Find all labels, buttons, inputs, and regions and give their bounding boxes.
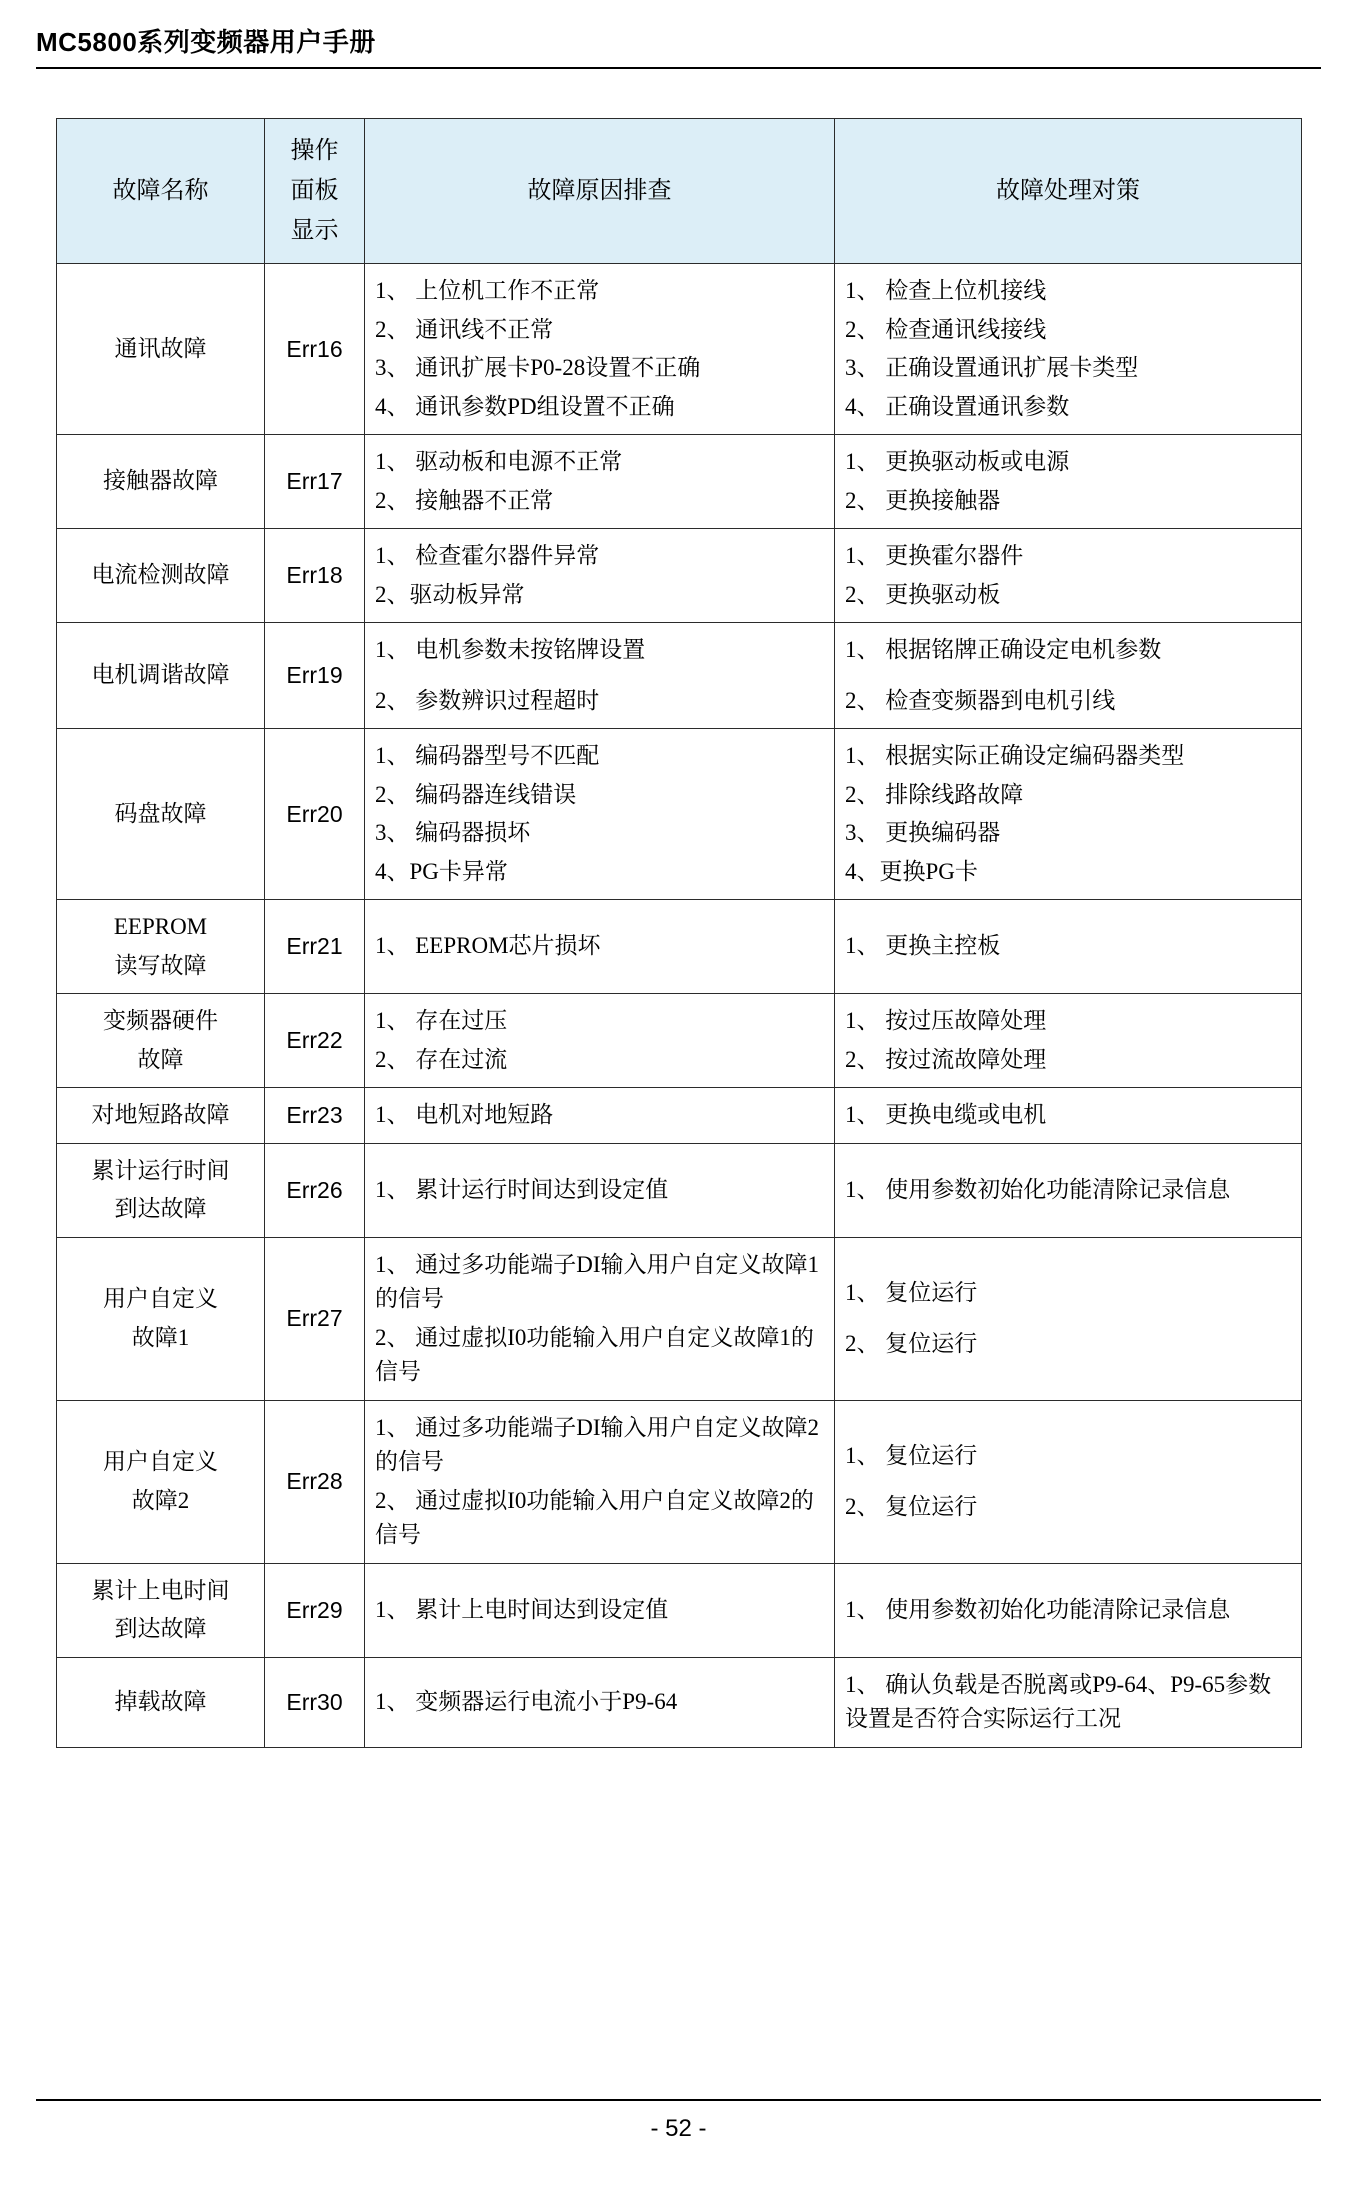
fault-name-line: 变频器硬件 — [103, 1008, 218, 1033]
table-row — [57, 529, 1302, 623]
cause-line: 1、 通过多功能端子DI输入用户自定义故障2的信号 — [375, 1414, 820, 1474]
cause-line: 2、驱动板异常 — [375, 581, 525, 607]
action-line: 1、 根据铭牌正确设定电机参数 — [845, 637, 1162, 662]
fault-name-line: EEPROM — [113, 914, 208, 939]
fault-name-line: 读写故障 — [114, 952, 207, 978]
cause-line: 1、 通过多功能端子DI输入用户自定义故障1的信号 — [375, 1251, 820, 1311]
cause-line: 1、 存在过压 — [375, 1008, 508, 1033]
fault-action — [835, 623, 1302, 729]
fault-cause — [365, 1237, 835, 1400]
table-row — [57, 1657, 1302, 1747]
action-line: 1、 使用参数初始化功能清除记录信息 — [845, 1176, 1231, 1202]
fault-name — [57, 1237, 265, 1400]
fault-action — [835, 264, 1302, 435]
fault-code: Err28 — [265, 1400, 365, 1563]
fault-action — [835, 529, 1302, 623]
action-line: 2、 按过流故障处理 — [845, 1046, 1047, 1072]
fault-name — [57, 1400, 265, 1563]
fault-name: 对地短路故障 — [57, 1088, 265, 1144]
table-row — [57, 1400, 1302, 1563]
fault-code: Err26 — [265, 1143, 365, 1237]
fault-name-line: 故障1 — [131, 1324, 190, 1350]
action-line: 1、 更换霍尔器件 — [845, 543, 1024, 568]
fault-cause — [365, 435, 835, 529]
fault-code: Err21 — [265, 900, 365, 994]
table-row — [57, 1088, 1302, 1144]
fault-code: Err27 — [265, 1237, 365, 1400]
fault-action — [835, 1657, 1302, 1747]
fault-code: Err20 — [265, 729, 365, 900]
fault-table-container — [56, 118, 1301, 1748]
fault-name-line: 到达故障 — [114, 1616, 207, 1641]
cause-line: 3、 通讯扩展卡P0-28设置不正确 — [375, 355, 701, 380]
table-row — [57, 729, 1302, 900]
column-header-fault-name: 故障名称 — [57, 119, 265, 264]
action-line: 3、 更换编码器 — [845, 820, 1001, 845]
fault-name — [57, 1563, 265, 1657]
cause-line: 1、 电机对地短路 — [375, 1102, 554, 1127]
fault-name: 电机调谐故障 — [57, 623, 265, 729]
action-line: 1、 更换主控板 — [845, 933, 1001, 959]
fault-code: Err23 — [265, 1088, 365, 1144]
column-header-cause: 故障原因排查 — [365, 119, 835, 264]
cause-line: 2、 编码器连线错误 — [375, 781, 577, 807]
action-line: 1、 检查上位机接线 — [845, 278, 1047, 303]
cause-line: 2、 参数辨识过程超时 — [375, 687, 600, 713]
fault-code: Err19 — [265, 623, 365, 729]
fault-name: 掉载故障 — [57, 1657, 265, 1747]
action-line: 4、更换PG卡 — [845, 858, 978, 884]
table-row — [57, 1563, 1302, 1657]
cause-line: 2、 通过虚拟I0功能输入用户自定义故障1的信号 — [375, 1324, 814, 1384]
manual-title: MC5800系列变频器用户手册 — [36, 27, 376, 57]
fault-cause — [365, 729, 835, 900]
fault-action — [835, 1143, 1302, 1237]
cause-line: 1、 检查霍尔器件异常 — [375, 543, 600, 568]
table-header-row — [57, 119, 1302, 264]
fault-code: Err30 — [265, 1657, 365, 1747]
fault-code: Err18 — [265, 529, 365, 623]
table-row — [57, 900, 1302, 994]
action-line: 2、 复位运行 — [845, 1330, 978, 1356]
action-line: 2、 更换驱动板 — [845, 581, 1001, 607]
cause-line: 1、 累计运行时间达到设定值 — [375, 1176, 669, 1202]
fault-name-line: 故障 — [137, 1046, 184, 1072]
fault-name — [57, 1143, 265, 1237]
action-line: 2、 更换接触器 — [845, 487, 1001, 513]
footer-divider — [36, 2099, 1321, 2101]
fault-action — [835, 435, 1302, 529]
fault-code: Err29 — [265, 1563, 365, 1657]
cause-line: 1、 编码器型号不匹配 — [375, 743, 600, 768]
fault-action — [835, 1237, 1302, 1400]
cause-line: 1、 上位机工作不正常 — [375, 278, 600, 303]
fault-name-line: 用户自定义 — [103, 1286, 218, 1311]
panel-display-line2: 面板 — [290, 178, 339, 204]
cause-line: 4、 通讯参数PD组设置不正确 — [375, 393, 675, 419]
page-footer — [36, 2099, 1321, 2143]
page-number: - 52 - — [650, 2115, 707, 2142]
page-header — [36, 22, 1321, 69]
action-line: 1、 使用参数初始化功能清除记录信息 — [845, 1596, 1231, 1622]
panel-display-line1: 操作 — [290, 138, 339, 164]
fault-code: Err22 — [265, 994, 365, 1088]
cause-line: 1、 变频器运行电流小于P9-64 — [375, 1688, 678, 1714]
action-line: 1、 更换驱动板或电源 — [845, 449, 1070, 474]
fault-cause — [365, 994, 835, 1088]
table-row — [57, 994, 1302, 1088]
action-line: 1、 复位运行 — [845, 1443, 978, 1468]
fault-action — [835, 729, 1302, 900]
action-line: 1、 按过压故障处理 — [845, 1008, 1047, 1033]
fault-name-line: 用户自定义 — [103, 1449, 218, 1474]
fault-cause — [365, 1143, 835, 1237]
action-line: 2、 排除线路故障 — [845, 781, 1024, 807]
fault-name: 通讯故障 — [57, 264, 265, 435]
table-row — [57, 264, 1302, 435]
fault-cause — [365, 900, 835, 994]
fault-action — [835, 994, 1302, 1088]
fault-cause — [365, 1400, 835, 1563]
action-line: 1、 更换电缆或电机 — [845, 1102, 1047, 1127]
action-line: 1、 根据实际正确设定编码器类型 — [845, 743, 1185, 768]
fault-action — [835, 900, 1302, 994]
cause-line: 3、 编码器损坏 — [375, 820, 531, 845]
cause-line: 4、PG卡异常 — [375, 858, 508, 884]
action-line: 1、 确认负载是否脱离或P9-64、P9-65参数设置是否符合实际运行工况 — [845, 1671, 1272, 1731]
action-line: 2、 检查变频器到电机引线 — [845, 687, 1116, 713]
column-header-action: 故障处理对策 — [835, 119, 1302, 264]
fault-cause — [365, 1088, 835, 1144]
fault-code: Err17 — [265, 435, 365, 529]
table-row — [57, 623, 1302, 729]
action-line: 1、 复位运行 — [845, 1280, 978, 1305]
action-line: 2、 检查通讯线接线 — [845, 316, 1047, 342]
cause-line: 1、 累计上电时间达到设定值 — [375, 1596, 669, 1622]
fault-name: 码盘故障 — [57, 729, 265, 900]
cause-line: 2、 通过虚拟I0功能输入用户自定义故障2的信号 — [375, 1487, 814, 1547]
action-line: 2、 复位运行 — [845, 1493, 978, 1519]
table-row — [57, 1143, 1302, 1237]
fault-name — [57, 994, 265, 1088]
cause-line: 1、 电机参数未按铭牌设置 — [375, 637, 646, 662]
fault-cause — [365, 264, 835, 435]
fault-name — [57, 900, 265, 994]
fault-name-line: 到达故障 — [114, 1196, 207, 1221]
fault-action — [835, 1400, 1302, 1563]
cause-line: 2、 通讯线不正常 — [375, 316, 554, 342]
fault-code: Err16 — [265, 264, 365, 435]
table-header — [57, 119, 1302, 264]
fault-name-line: 累计运行时间 — [91, 1157, 230, 1183]
fault-code-table — [56, 118, 1302, 1748]
fault-cause — [365, 529, 835, 623]
fault-name: 接触器故障 — [57, 435, 265, 529]
header-divider — [36, 67, 1321, 69]
action-line: 3、 正确设置通讯扩展卡类型 — [845, 355, 1139, 380]
column-header-panel-display — [265, 119, 365, 264]
cause-line: 2、 存在过流 — [375, 1046, 508, 1072]
cause-line: 1、 驱动板和电源不正常 — [375, 449, 623, 474]
action-line: 4、 正确设置通讯参数 — [845, 393, 1070, 419]
fault-name-line: 累计上电时间 — [91, 1577, 230, 1603]
cause-line: 1、 EEPROM芯片损坏 — [375, 933, 601, 959]
fault-cause — [365, 623, 835, 729]
table-row — [57, 435, 1302, 529]
cause-line: 2、 接触器不正常 — [375, 487, 554, 513]
fault-name: 电流检测故障 — [57, 529, 265, 623]
fault-cause — [365, 1657, 835, 1747]
panel-display-line3: 显示 — [290, 218, 339, 244]
fault-action — [835, 1563, 1302, 1657]
fault-cause — [365, 1563, 835, 1657]
fault-action — [835, 1088, 1302, 1144]
fault-name-line: 故障2 — [131, 1487, 190, 1513]
table-body — [57, 264, 1302, 1748]
table-row — [57, 1237, 1302, 1400]
